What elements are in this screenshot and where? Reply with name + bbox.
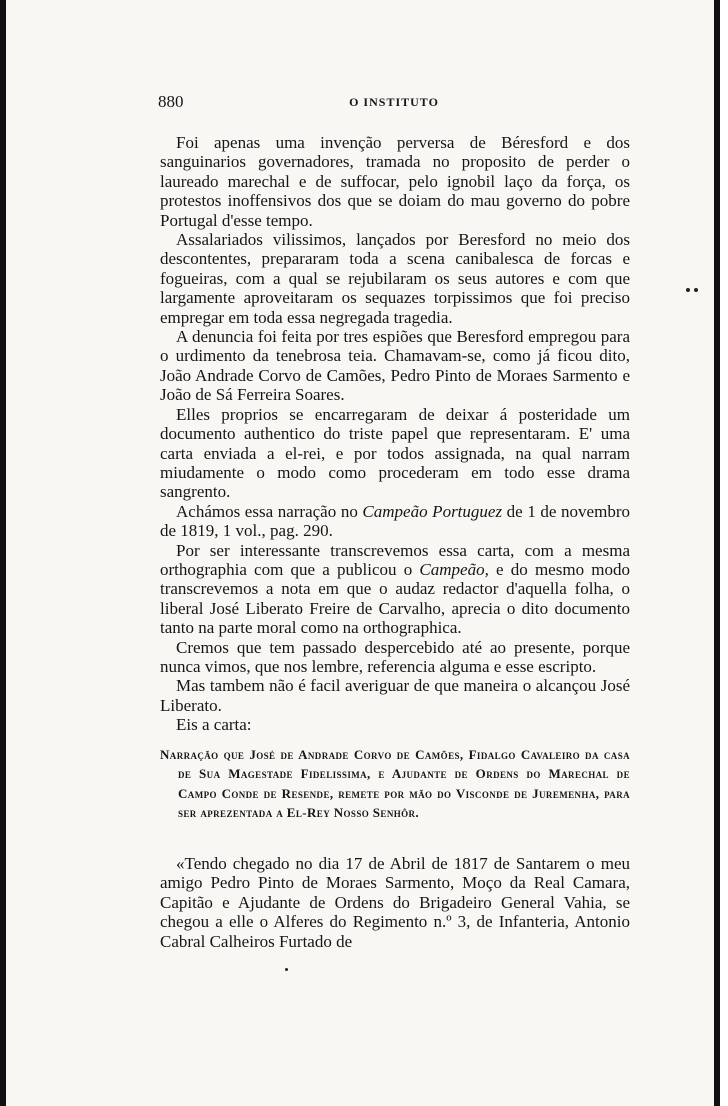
page-header bbox=[158, 92, 630, 116]
paragraph: Mas tambem não é facil averiguar de que maneira o alcançou José Liberato. bbox=[160, 676, 630, 715]
body-text bbox=[160, 133, 630, 735]
paragraph bbox=[160, 541, 630, 638]
letter-paragraph: «Tendo chegado no dia 17 de Abril de 1817 de Santarem o meu amigo Pedro Pinto de Moraes Sarmento, Moço da Real Camara, Capitão e Ajudante de Ordens do Brigadeiro General Vahia, se chegou a elle o Alferes do Regimento n.º 3, de Infanteria, Antonio Cabral Calheiros Furtado de bbox=[160, 854, 630, 951]
ink-speck bbox=[285, 968, 288, 971]
letter-heading-text: Narração que José de Andrade Corvo de Camões, Fidalgo Cavaleiro da casa de Sua Magestade Fidelissima, e Ajudante de Ordens do Marechal de Campo Conde de Resende, remete por mão do Visconde de Juremenha, para ser aprezentada a El-Rey Nosso Senhôr. bbox=[160, 747, 630, 820]
scan-border-left bbox=[0, 0, 6, 1106]
paragraph: Cremos que tem passado despercebido até ao presente, porque nunca vimos, que nos lembre, referencia alguma e esse escripto. bbox=[160, 637, 630, 676]
ink-speck bbox=[694, 288, 698, 292]
letter-heading bbox=[160, 745, 630, 822]
scan-margin-right bbox=[720, 0, 728, 1106]
letter-body bbox=[160, 854, 630, 951]
paragraph: Foi apenas uma invenção perversa de Béresford e dos sanguinarios governadores, tramada no proposito de perder o laureado marechal e de suffocar, pelo ignobil laço da força, os protestos inoffensivos dos que se doiam do mau governo do pobre Portugal d'esse tempo. bbox=[160, 133, 630, 230]
text-run: Achámos essa narração no bbox=[176, 501, 363, 521]
text-run: de 1 de novembro de 1819, 1 vol., pag. 290. bbox=[160, 501, 630, 541]
paragraph: Eis a carta: bbox=[176, 715, 252, 735]
newspaper-title: Campeão Portuguez bbox=[362, 501, 503, 521]
running-title: O INSTITUTO bbox=[349, 95, 439, 109]
text-run: Por ser interessante transcrevemos essa carta, com a mesma orthographia com que a publicou o bbox=[160, 540, 630, 579]
paragraph: Elles proprios se encarregaram de deixar á posteridade um documento authentico do triste papel que representaram. E' uma carta enviada a el-rei, e por todos assignada, na qual narram miudamente o modo como procederam em todo esse drama sangrento. bbox=[160, 404, 630, 502]
paragraph bbox=[160, 502, 630, 541]
page-number: 880 bbox=[158, 92, 184, 111]
paragraph: A denuncia foi feita por tres espiões que Beresford empregou para o urdimento da tenebrosa teia. Chamavam-se, como já ficou dito, João Andrade Corvo de Camões, Pedro Pinto de Moraes Sarmento e João de Sá Ferreira Soares. bbox=[160, 327, 630, 405]
ink-speck bbox=[686, 288, 690, 292]
paragraph: Assalariados vilissimos, lançados por Beresford no meio dos descontentes, prepararam toda a scena canibalesca de forcas e fogueiras, com a qual se rejubilaram os seus autores e com que largamente aproveitaram os sequazes torpissimos que foi preciso empregar em toda essa negregada tragedia. bbox=[160, 230, 630, 327]
text-run: e do mesmo modo transcrevemos a nota em que o audaz redactor d'aquella folha, o liberal José Liberato Freire de Carvalho, aprecia o dito documento tanto na parte moral como na orthographica. bbox=[160, 559, 630, 638]
newspaper-title: Campeão, bbox=[419, 559, 489, 579]
